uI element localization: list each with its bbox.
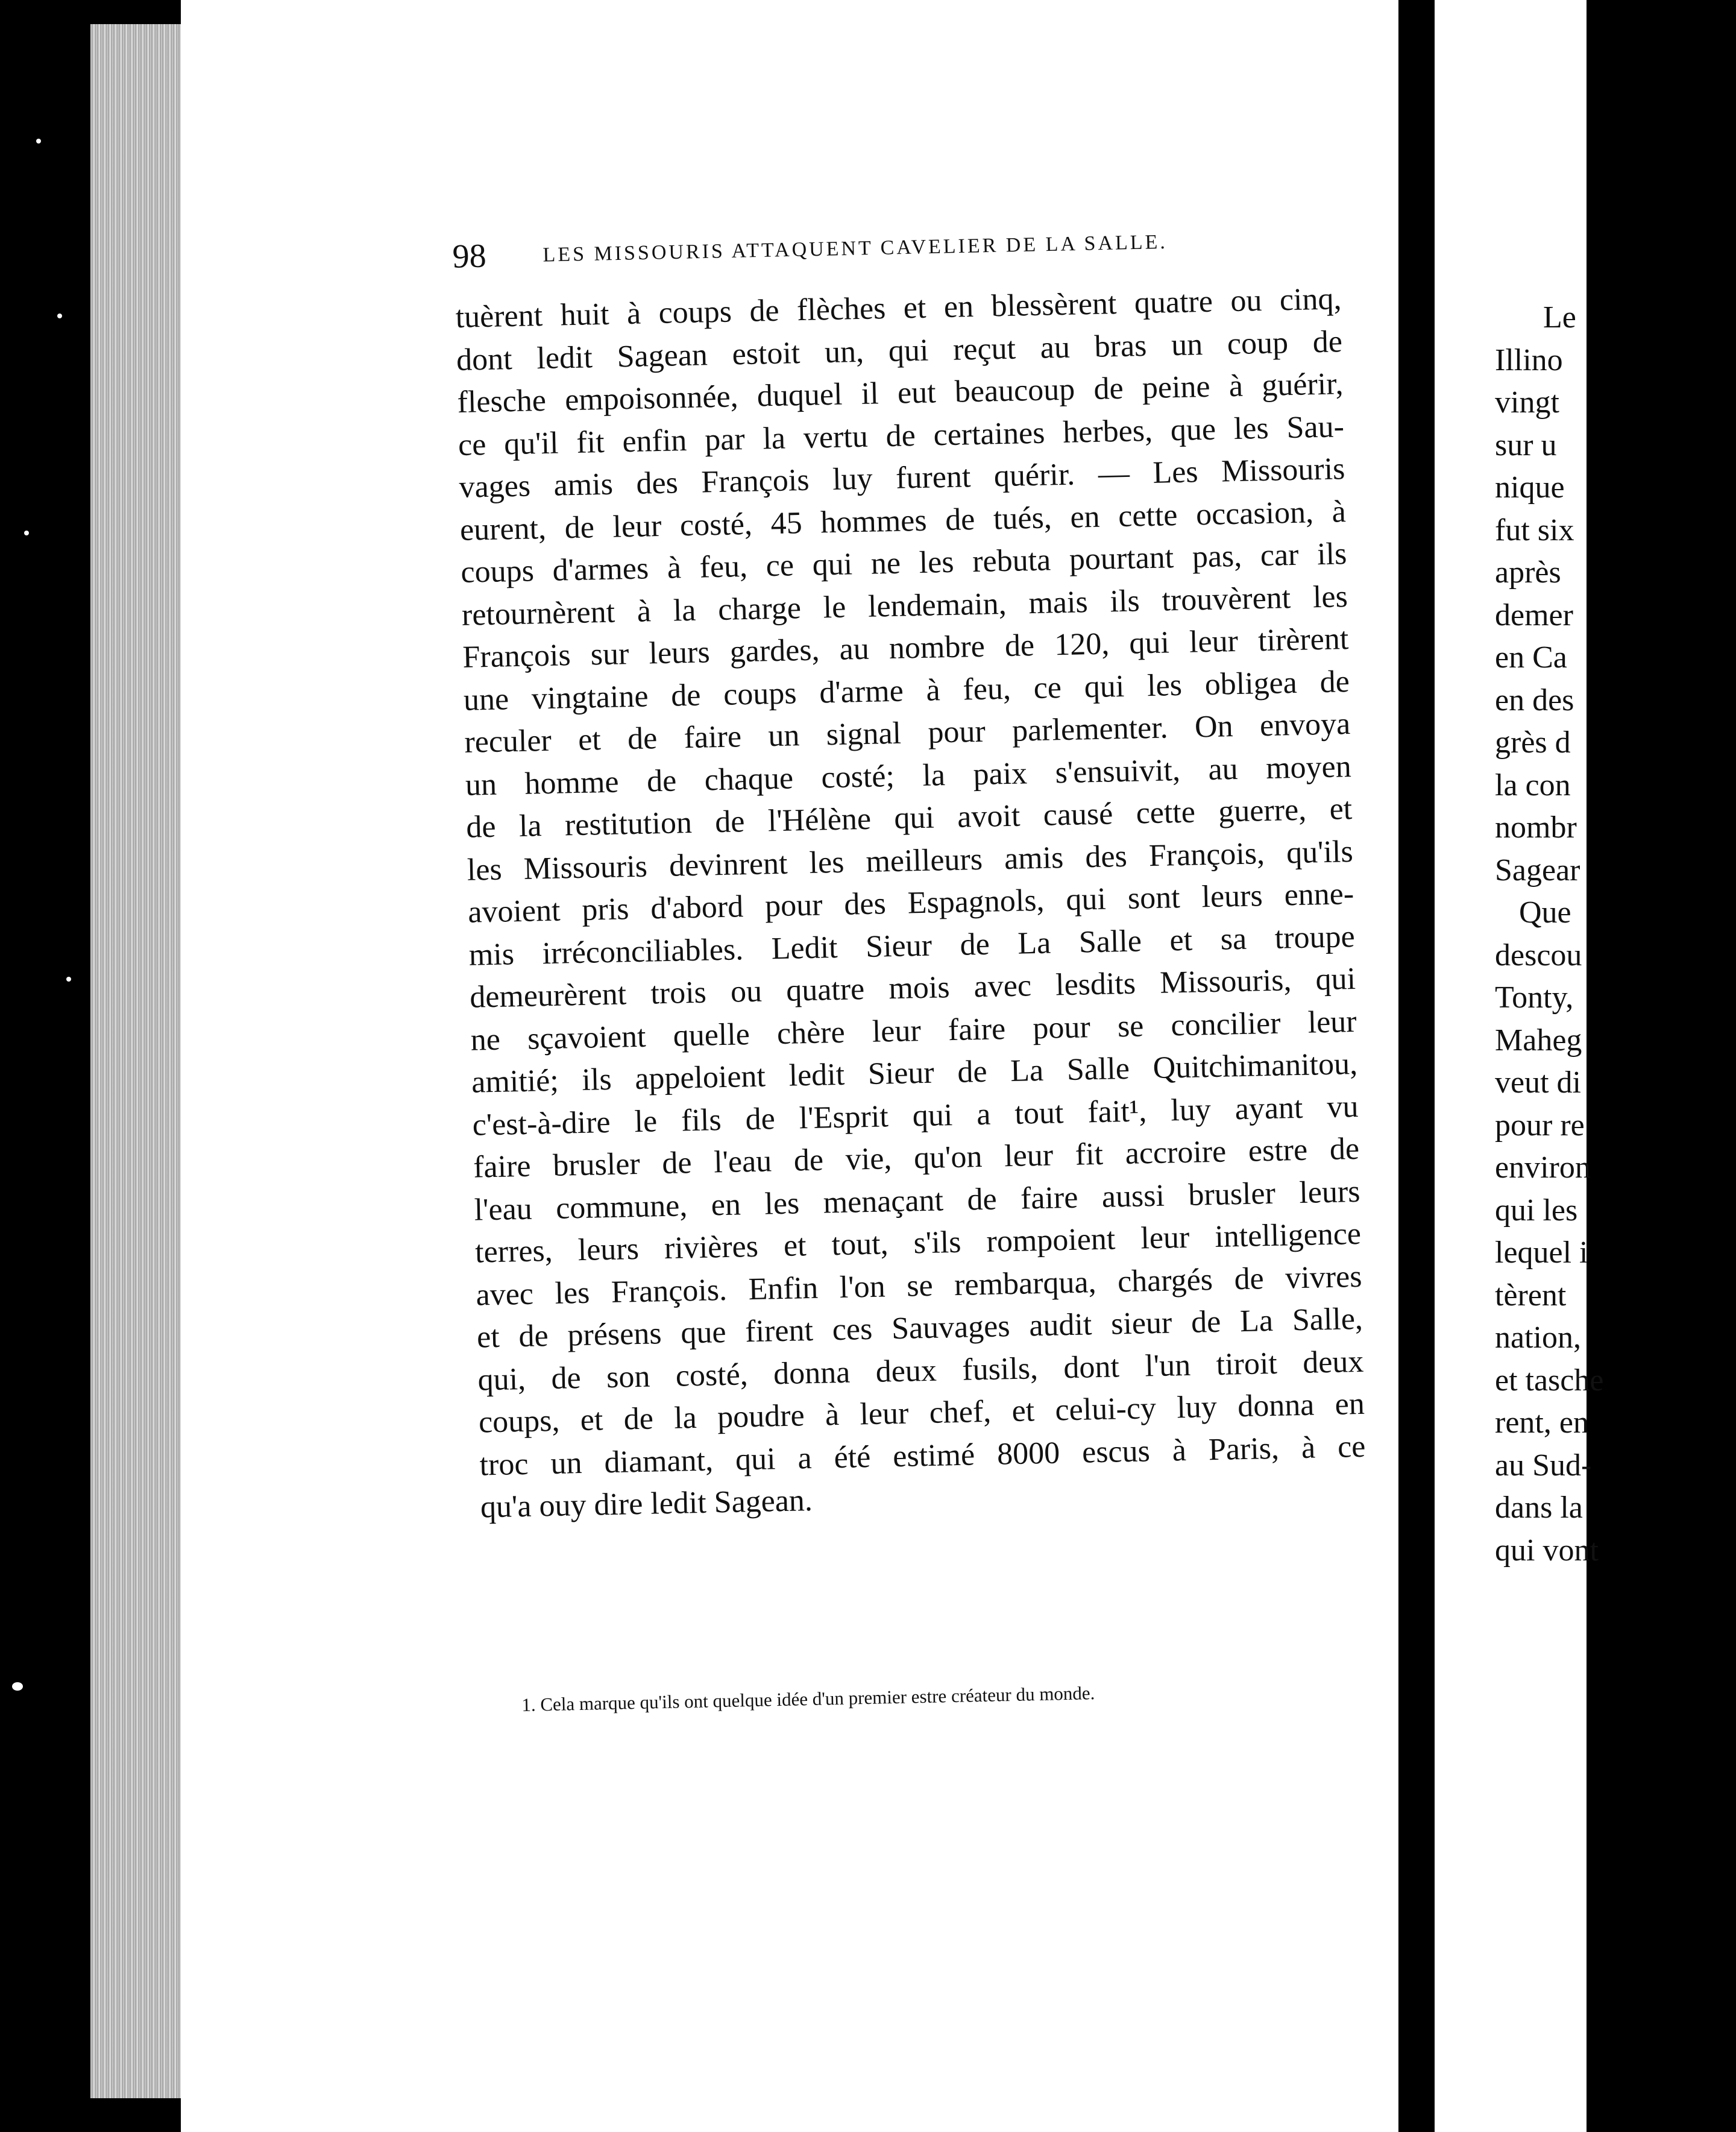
right-line: Que bbox=[1519, 895, 1571, 930]
scan-speck bbox=[57, 314, 62, 318]
right-line: nation, bbox=[1495, 1320, 1581, 1355]
right-line: la con bbox=[1495, 768, 1571, 803]
body-line: les Missouris devinrent les meilleurs amis des François, qu'ils bbox=[467, 834, 1354, 888]
right-line: vingt bbox=[1495, 385, 1559, 420]
right-line: dans la bbox=[1495, 1490, 1583, 1525]
right-line: tèrent bbox=[1495, 1278, 1567, 1313]
body-line: mis irréconciliables. Ledit Sieur de La Salle et sa troupe bbox=[468, 919, 1356, 973]
right-line: et tasche bbox=[1495, 1363, 1604, 1398]
right-line: fut six bbox=[1495, 512, 1574, 547]
scan-speck bbox=[36, 139, 41, 144]
right-line: lequel i bbox=[1495, 1235, 1588, 1270]
right-line: en des bbox=[1495, 683, 1574, 718]
right-line: environ bbox=[1495, 1150, 1591, 1185]
body-line: qu'a ouy dire ledit Sagean. bbox=[480, 1483, 813, 1525]
body-line: dont ledit Sagean estoit un, qui reçut au bras un coup de bbox=[456, 324, 1343, 377]
scan-speck bbox=[66, 977, 71, 982]
body-line: ne sçavoient quelle chère leur faire pour se concilier leur bbox=[470, 1004, 1357, 1058]
page-number: 98 bbox=[451, 237, 487, 276]
body-line: reculer et de faire un signal pour parlementer. On envoya bbox=[464, 707, 1351, 760]
right-page bbox=[1435, 0, 1604, 2132]
body-line: tuèrent huit à coups de flèches et en blessèrent quatre ou cinq, bbox=[455, 282, 1342, 335]
footnote: 1. Cela marque qu'ils ont quelque idée d'un premier estre créateur du monde. bbox=[521, 1682, 1095, 1715]
body-line: avec les François. Enfin l'on se rembarqua, chargés de vivres bbox=[476, 1259, 1362, 1313]
body-line: de la restitution de l'Hélène qui avoit causé cette guerre, et bbox=[465, 792, 1353, 845]
right-line: veut di bbox=[1495, 1065, 1581, 1100]
body-line: retournèrent à la charge le lendemain, mais ils trouvèrent les bbox=[461, 579, 1348, 632]
body-line: un homme de chaque costé; la paix s'ensuivit, au moyen bbox=[465, 749, 1352, 803]
body-line: qui, de son costé, donna deux fusils, dont l'un tiroit deux bbox=[477, 1344, 1364, 1398]
body-line: vages amis des François luy furent quérir. — Les Missouris bbox=[459, 452, 1345, 505]
scan-speck bbox=[24, 531, 29, 535]
body-line: et de présens que firent ces Sauvages audit sieur de La Salle, bbox=[476, 1301, 1363, 1355]
body-line: coups d'armes à feu, ce qui ne les rebuta pourtant pas, car ils bbox=[460, 537, 1347, 590]
right-line: Illino bbox=[1495, 342, 1563, 377]
body-line: amitié; ils appeloient ledit Sieur de La Salle Quitchimanitou, bbox=[471, 1046, 1358, 1100]
right-line: qui vont bbox=[1495, 1533, 1599, 1568]
right-line: rent, en bbox=[1495, 1405, 1589, 1440]
running-head: LES MISSOURIS ATTAQUENT CAVELIER DE LA SALLE. bbox=[542, 230, 1168, 266]
page-stack-edges bbox=[90, 24, 181, 2098]
right-line: nique bbox=[1495, 470, 1565, 505]
right-line: en Ca bbox=[1495, 640, 1567, 675]
right-line: descou bbox=[1495, 938, 1582, 973]
right-line: après bbox=[1495, 555, 1561, 590]
body-line: avoient pris d'abord pour des Espagnols, qui sont leurs enne- bbox=[467, 876, 1354, 930]
right-line: sur u bbox=[1495, 427, 1557, 462]
body-line: flesche empoisonnée, duquel il eut beaucoup de peine à guérir, bbox=[457, 367, 1344, 420]
body-line: demeurèrent trois ou quatre mois avec lesdits Missouris, qui bbox=[469, 961, 1356, 1015]
right-line: demer bbox=[1495, 598, 1573, 632]
right-page-text bbox=[1495, 297, 1736, 1572]
body-line: François sur leurs gardes, au nombre de 120, qui leur tirèrent bbox=[462, 622, 1349, 675]
body-line: c'est-à-dire le fils de l'Esprit qui a tout fait¹, luy ayant vu bbox=[472, 1089, 1359, 1143]
body-line: ce qu'il fit enfin par la vertu de certaines herbes, que les Sau- bbox=[458, 409, 1345, 462]
right-line: Tonty, bbox=[1495, 980, 1574, 1015]
right-line: grès d bbox=[1495, 725, 1571, 760]
body-line: terres, leurs rivières et tout, s'ils rompoient leur intelligence bbox=[474, 1216, 1362, 1270]
right-line: nombr bbox=[1495, 810, 1577, 845]
right-line: Maheg bbox=[1495, 1023, 1582, 1058]
body-line: l'eau commune, en les menaçant de faire aussi brusler leurs bbox=[474, 1174, 1361, 1228]
scan-speck bbox=[12, 1682, 23, 1691]
right-line: au Sud- bbox=[1495, 1448, 1592, 1483]
body-line: coups, et de la poudre à leur chef, et celui-cy luy donna en bbox=[478, 1386, 1365, 1440]
right-line: Le bbox=[1543, 300, 1576, 335]
right-line: Sagear bbox=[1495, 853, 1580, 888]
right-line: pour re bbox=[1495, 1108, 1585, 1143]
body-text bbox=[455, 278, 1366, 1529]
body-line: une vingtaine de coups d'arme à feu, ce qui les obligea de bbox=[463, 664, 1350, 718]
body-line: troc un diamant, qui a été estimé 8000 escus à Paris, à ce bbox=[479, 1429, 1366, 1483]
body-line: eurent, de leur costé, 45 hommes de tués, en cette occasion, à bbox=[459, 494, 1347, 547]
body-line: faire brusler de l'eau de vie, qu'on leur fit accroire estre de bbox=[473, 1131, 1360, 1185]
right-line: qui les bbox=[1495, 1193, 1578, 1228]
